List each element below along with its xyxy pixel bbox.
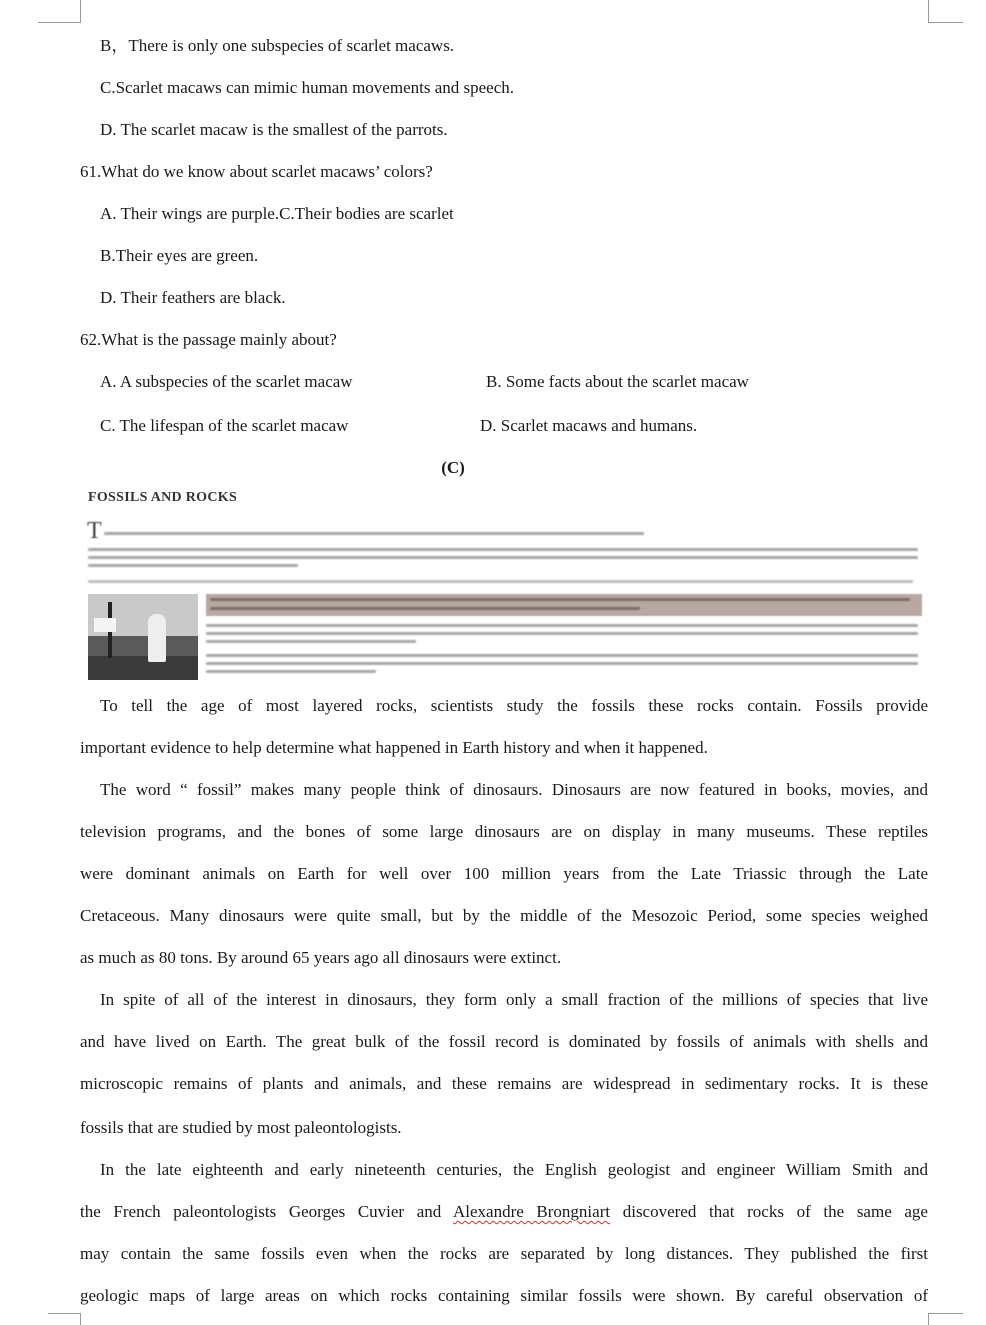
- q60-option-b: B，There is only one subspecies of scarlet macaws.: [100, 36, 455, 55]
- q60-option-d: D. The scarlet macaw is the smallest of the parrots.: [100, 120, 448, 139]
- q62-option-a: A. A subspecies of the scarlet macaw: [100, 372, 353, 391]
- figure-text-line: [210, 598, 910, 601]
- p3-line-4: fossils that are studied by most paleontologists.: [80, 1118, 402, 1137]
- p1-line-2: important evidence to help determine what happened in Earth history and when it happened.: [80, 738, 708, 757]
- crop-mark-bottom-left: [48, 1313, 81, 1325]
- figure-text-line: [206, 640, 416, 643]
- figure-text-line: [88, 548, 918, 551]
- figure-text-line: [206, 624, 918, 627]
- q61-option-a-c: A. Their wings are purple.C.Their bodies are scarlet: [100, 204, 454, 223]
- q61-option-d: D. Their feathers are black.: [100, 288, 286, 307]
- figure-drop-cap: T: [87, 518, 102, 544]
- crop-mark-top-right: [928, 0, 963, 23]
- figure-text-line: [206, 662, 918, 665]
- q61-option-b: B.Their eyes are green.: [100, 246, 259, 265]
- q62-option-c: C. The lifespan of the scarlet macaw: [100, 416, 349, 435]
- figure-text-line: [206, 654, 918, 657]
- crop-mark-bottom-right: [928, 1313, 963, 1325]
- p3-line-3: microscopic remains of plants and animals, and these remains are widespread in sedimentary rocks. It is these: [80, 1074, 928, 1093]
- crop-mark-top-left: [38, 0, 81, 23]
- p3-line-2: and have lived on Earth. The great bulk of the fossil record is dominated by fossils of animals with shells and: [80, 1032, 928, 1051]
- figure-text-line: [210, 607, 640, 610]
- q62-option-d: D. Scarlet macaws and humans.: [480, 416, 698, 435]
- article-figure: [80, 484, 930, 684]
- p2-line-3: were dominant animals on Earth for well over 100 million years from the Late Triassic through the Late: [80, 864, 928, 883]
- spellcheck-flagged-name: Alexandre Brongniart: [452, 1202, 611, 1221]
- p1-line-1: To tell the age of most layered rocks, scientists study the fossils these rocks contain. Fossils provide: [100, 696, 928, 715]
- q60-option-c: C.Scarlet macaws can mimic human movements and speech.: [100, 78, 515, 97]
- q61-question: 61.What do we know about scarlet macaws’ colors?: [80, 162, 433, 181]
- figure-text-line: [206, 670, 376, 673]
- p4-line-2: [80, 1202, 928, 1222]
- p2-line-1: The word “ fossil” makes many people think of dinosaurs. Dinosaurs are now featured in books, movies, and: [100, 780, 928, 799]
- figure-text-line: [104, 532, 644, 535]
- p4-line-1: In the late eighteenth and early nineteenth centuries, the English geologist and engineer William Smith and: [100, 1160, 928, 1179]
- p2-line-4: Cretaceous. Many dinosaurs were quite small, but by the middle of the Mesozoic Period, some species weighed: [80, 906, 928, 925]
- p4-line-2-start: the French paleontologists Georges Cuvier and: [80, 1202, 453, 1221]
- p4-line-4: geologic maps of large areas on which rocks containing similar fossils were shown. By careful observation of: [80, 1286, 928, 1305]
- figure-photo: [88, 594, 198, 680]
- p2-line-2: television programs, and the bones of some large dinosaurs are on display in many museums. These reptiles: [80, 822, 928, 841]
- figure-text-line: [88, 556, 918, 559]
- section-label: (C): [441, 458, 465, 477]
- figure-text-line: [88, 564, 298, 567]
- p2-line-5: as much as 80 tons. By around 65 years ago all dinosaurs were extinct.: [80, 948, 562, 967]
- q62-option-b: B. Some facts about the scarlet macaw: [486, 372, 749, 391]
- p3-line-1: In spite of all of the interest in dinosaurs, they form only a small fraction of the millions of species that live: [100, 990, 928, 1009]
- figure-text-line: [206, 632, 918, 635]
- q62-question: 62.What is the passage mainly about?: [80, 330, 337, 349]
- p4-line-2-end: discovered that rocks of the same age: [610, 1202, 928, 1221]
- p4-line-3: may contain the same fossils even when the rocks are separated by long distances. They published the first: [80, 1244, 928, 1263]
- figure-title: FOSSILS AND ROCKS: [88, 490, 238, 505]
- figure-caption-line: [88, 580, 913, 583]
